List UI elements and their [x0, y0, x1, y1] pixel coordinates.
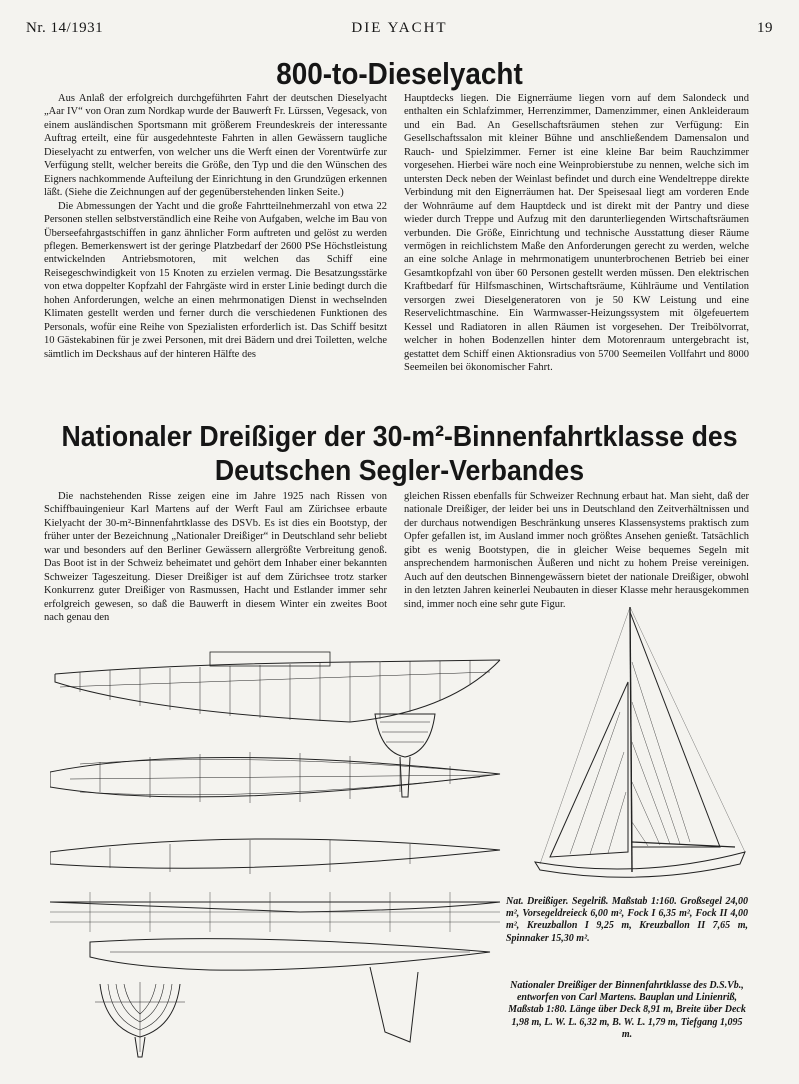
- issue-number: Nr. 14/1931: [26, 20, 104, 36]
- article2-title: [32, 420, 767, 488]
- article1-column-left: [44, 92, 387, 397]
- journal-name: DIE YACHT: [351, 20, 448, 36]
- sail-plan-drawing: [520, 602, 760, 892]
- lines-plan-drawing: [50, 612, 510, 1062]
- construction-profile: [55, 652, 500, 722]
- lines-profile: [50, 892, 500, 932]
- body-plan: [95, 982, 185, 1057]
- article2-column-right: [404, 490, 749, 610]
- half-breadth-plan: [50, 752, 500, 803]
- article1-column-right: [404, 92, 749, 397]
- article2-paragraph: gleichen Rissen ebenfalls für Schweizer Rechnung erbaut hat. Man sieht, daß der nationale Dreißiger, der leider bei uns in Deutschland den Zeitverhältnissen und der durchaus notwendigen Beschränkung unseres Klassensystems praktisch zum Opfer gefallen ist, im Ausland immer noch größtes Ansehen genießt. Tatsächlich gibt es wenig Bootstypen, die in gleicher Weise bequemes Segeln mit ansprechendem harmonischen Äußeren und nicht zu hohem Preise vereinigen. Auch auf den deutschen Binnengewässern bietet der nationale Dreißiger, obwohl in den letzten Jahren keinerlei Neubauten in dieser Klasse mehr herausgekommen sind, immer noch eine sehr gute Figur.: [404, 491, 749, 610]
- mainsail: [630, 612, 720, 847]
- article1-paragraph: Hauptdecks liegen. Die Eignerräume liegen vorn auf dem Salondeck und enthalten ein Schlafzimmer, Herrenzimmer, Damenzimmer, einen Ankleideraum und ein Bad. An Gesellschaftsräumen stehen zur Verfügung: Ein Gesellschaftssalon mit kleiner Bühne und anschließendem Damensalon und Rauch- und Spielzimmer. Ferner ist eine kleine Bar beim Rauchzimmer vorgesehen. Hierbei wäre noch eine Weinprobierstube zu nennen, welche sich im untersten Deck neben der Weinlast befindet und durch eine Wendeltreppe direkte Verbindung mit den Eignerräumen hat. Der Speisesaal liegt am vorderen Ende der Wohnräume auf dem Hauptdeck und ist direkt mit der Pantry und diese wieder durch Treppe und Aufzug mit den darunterliegenden Wirtschaftsräumen verbunden. Die Größe, Einrichtung und technische Ausstattung dieser Räume vermögen in reichlichstem Maße den Anforderungen gerecht zu werden, welche an eine solche Anlage in mehrmonatigem ununterbrochenen Betrieb bei einer Gesamtkopfzahl von über 60 Personen gestellt werden müssen. Den elektrischen Kraftbedarf für Hilfsmaschinen, Wirtschaftsräume, Kühlräume und Ventilation versorgen zwei Dieselgeneratoren von je 50 KW Leistung und eine Reservelichtmaschine. Ein Warmwasser-Heizungssystem mit ölgefeuertem Kessel und Radiatoren in allen Räumen ist vorgesehen. Der Treibölvorrat, welcher in hohen Bodenzellen hinter dem Motorenraum untergebracht ist, gestattet dem Schiff einen Aktionsradius von 5700 Seemeilen Vollfahrt und 8000 Seemeilen bei ökonomischer Fahrt.: [404, 93, 749, 374]
- keel-profile: [90, 939, 490, 1042]
- article2-column-left: [44, 490, 387, 624]
- article1-title: 800-to-Dieselyacht: [276, 56, 523, 91]
- sail-plan-caption-text: Nat. Dreißiger. Segelriß. Maßstab 1:160. Großsegel 24,00 m², Vorsegeldreieck 6,00 m², Fock I 6,35 m², Fock II 4,00 m², Kreuzballon I 9,25 m, Kreuzballon II 7,65 m, Spinnaker 15,30 m².: [506, 896, 748, 944]
- page-number: 19: [757, 20, 773, 36]
- lines-plan-caption: [506, 980, 748, 1041]
- article2-title-line2: Deutschen Segler-Verbandes: [214, 455, 585, 487]
- sail-plan-caption: [506, 896, 748, 945]
- accommodation-plan: [50, 839, 500, 874]
- lines-plan-caption-text: Nationaler Dreißiger der Binnenfahrtklasse des D.S.Vb., entworfen von Carl Martens. Bauplan und Linienriß, Maßstab 1:80. Länge über Deck 8,91 m, Breite über Deck 1,98 m, L. W. L. 6,32 m, B. W. L. 1,79 m, Tiefgang 1,095 m.: [508, 980, 746, 1040]
- foresail: [550, 682, 628, 857]
- running-header: [26, 20, 773, 40]
- article1-paragraph: Aus Anlaß der erfolgreich durchgeführten Fahrt der deutschen Dieselyacht „Aar IV“ von Oran zum Nordkap wurde der Bauwerft Fr. Lürssen, Vegesack, von einem ausländischen Sportsmann mit größerem Freundeskreis der interessante Auftrag erteilt, eine für ausgedehnteste Fahrten in allen Gewässern taugliche Dieselyacht zu entwerfen, von welcher uns die Werft einen der Vorentwürfe zur Verfügung stellt, welcher bereits die Größe, den Typ und die den Wünschen des Eigners nachkommende Aufteilung der Einrichtung in den Grundzügen erkennen läßt. (Siehe die Zeichnungen auf der gegenüberstehenden linken Seite.): [44, 93, 387, 199]
- article2-paragraph: Die nachstehenden Risse zeigen eine im Jahre 1925 nach Rissen von Schiffbauingenieur Karl Martens auf der Werft Faul am Zürichsee erbaute Kielyacht der 30-m²-Binnenfahrtklasse des DSVb. Es ist dies ein Bootstyp, der früher unter der Bezeichnung „Nationaler Dreißiger“ in Deutschland sehr beliebt war und besonders auf den Berliner Gewässern allergrößte Verbreitung genoß. Das Boot ist in der Schweiz beheimatet und gehört dem Inhaber einer bekannten Schweizer Tageszeitung. Dieser Dreißiger ist auf dem Zürichsee trotz starker Konkurrenz guter Dreißiger von Rasmussen, Hacht und Estlander immer sehr erfolgreich gewesen, so daß die Bauwerft in diesem Winter ein zweites Boot nach genau den: [44, 491, 387, 624]
- article1-paragraph: Die Abmessungen der Yacht und die große Fahrtteilnehmerzahl von etwa 22 Personen stellen selbstverständlich eine Reihe von Aufgaben, welche im Bau von Überseefahrgastschiffen in ganz ähnlicher Form auftreten und gelöst zu werden pflegen. Bemerkenswert ist der geringe Platzbedarf der 2600 PSe Höchstleistung entwickelnden Antriebsmotoren, mit welchen das Schiff eine Reisegeschwindigkeit von 15 Knoten zu erzielen vermag. Die Besatzungsstärke von etwa doppelter Kopfzahl der Fahrgäste wird in erster Linie bedingt durch die hohen Anforderungen, welche an einen mehrmonatigen Dienst in wechselnden Klimaten gestellt werden und ferner durch die verschiedenen Funktionen des Personals, wofür eine Reihe von Spezialisten erforderlich ist. Das Schiff besitzt 10 Gästekabinen für je zwei Personen, mit drei Bädern und drei Toiletten, welche sämtlich im Deckshaus auf der hinteren Hälfte des: [44, 200, 387, 360]
- article2-title-line1: Nationaler Dreißiger der 30-m²-Binnenfahrtklasse des: [61, 421, 738, 453]
